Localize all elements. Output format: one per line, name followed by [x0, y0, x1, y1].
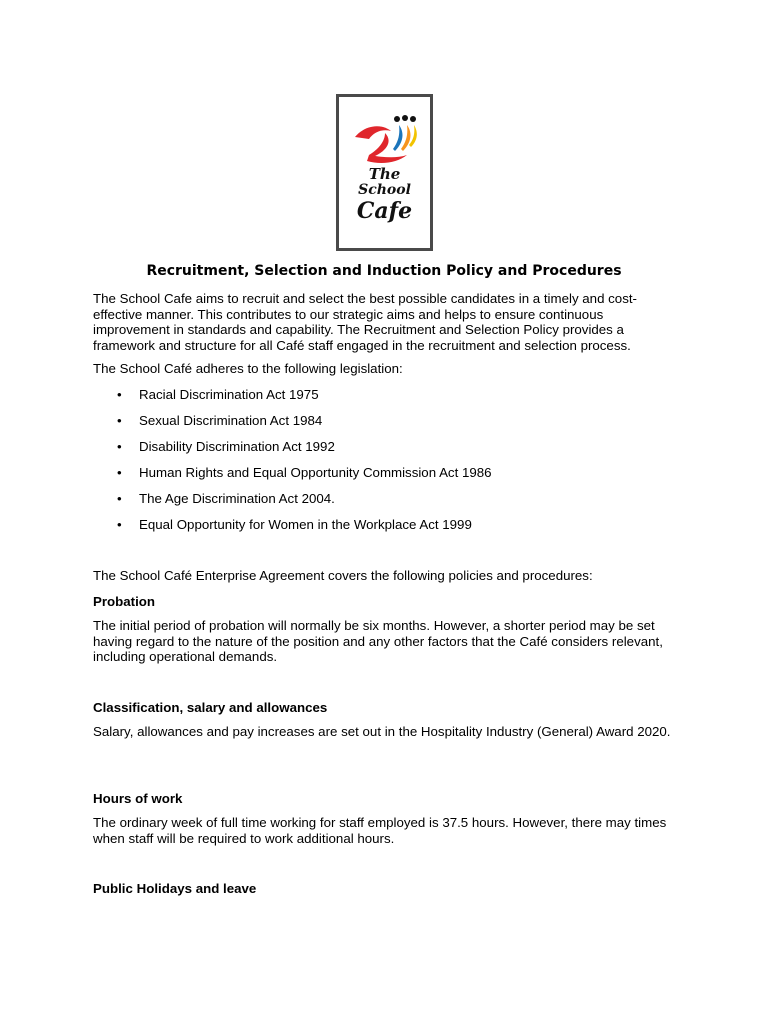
logo-text-the: The [368, 165, 401, 183]
list-item [93, 386, 675, 412]
bullet-icon: • [117, 517, 122, 532]
list-item-text: Sexual Discrimination Act 1984 [139, 413, 323, 428]
list-item [93, 438, 675, 464]
logo-text-school: School [358, 182, 411, 198]
list-item [93, 516, 675, 542]
page-title: Recruitment, Selection and Induction Policy and Procedures [146, 263, 622, 279]
probation-paragraph: The initial period of probation will normally be six months. However, a shorter period may be set having regard to the nature of the position and any other factors that the Café considers relevant, including operational demands. [93, 618, 663, 664]
list-item-text: The Age Discrimination Act 2004. [139, 491, 335, 506]
school-cafe-logo [336, 94, 433, 251]
bullet-icon: • [117, 387, 122, 402]
bullet-icon: • [117, 465, 122, 480]
legislation-intro: The School Café adheres to the following legislation: [93, 361, 403, 376]
intro-paragraph: The School Cafe aims to recruit and select the best possible candidates in a timely and cost-effective manner. This contributes to our strategic aims and helps to ensure continuous improvement in standards and capability. The Recruitment and Selection Policy provides a framework and structure for all Café staff engaged in the recruitment and selection process. [93, 291, 637, 353]
list-item [93, 490, 675, 516]
logo-figures-icon [347, 111, 422, 171]
logo-text-cafe: Cafe [356, 198, 413, 224]
public-holidays-heading: Public Holidays and leave [93, 881, 257, 896]
list-item-text: Racial Discrimination Act 1975 [139, 387, 319, 402]
list-item-text: Equal Opportunity for Women in the Workplace Act 1999 [139, 517, 472, 532]
agreement-intro: The School Café Enterprise Agreement covers the following policies and procedures: [93, 568, 593, 583]
bullet-icon: • [117, 439, 122, 454]
classification-paragraph: Salary, allowances and pay increases are set out in the Hospitality Industry (General) Award 2020. [93, 724, 671, 739]
logo-wordmark [339, 167, 430, 224]
bullet-icon: • [117, 491, 122, 506]
list-item [93, 464, 675, 490]
list-item-text: Disability Discrimination Act 1992 [139, 439, 335, 454]
bullet-icon: • [117, 413, 122, 428]
probation-heading: Probation [93, 594, 156, 609]
list-item [93, 412, 675, 438]
classification-heading: Classification, salary and allowances [93, 700, 328, 715]
hours-paragraph: The ordinary week of full time working for staff employed is 37.5 hours. However, there may times when staff will be required to work additional hours. [93, 815, 667, 846]
legislation-list [93, 386, 675, 542]
list-item-text: Human Rights and Equal Opportunity Commission Act 1986 [139, 465, 492, 480]
hours-heading: Hours of work [93, 791, 183, 806]
